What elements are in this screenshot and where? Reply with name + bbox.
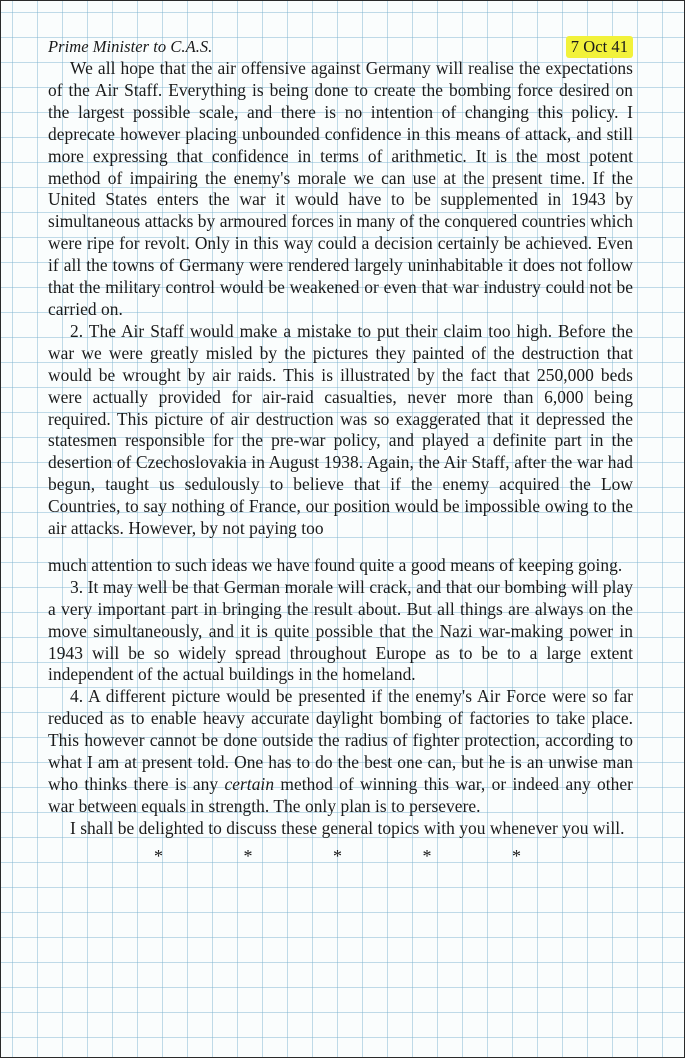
paragraph-4 (48, 686, 633, 817)
paragraph-5: I shall be delighted to discuss these general topics with you whenever you will. (70, 817, 625, 838)
page-break-gap (48, 540, 633, 555)
paragraph-2-part-2: much attention to such ideas we have found quite a good means of keeping going. (48, 554, 623, 575)
paragraph-3: 3. It may well be that German morale will crack, and that our bombing will play a very important part in bringing the result about. But all things are always on the move simultaneously, and it is quite possible that the Nazi war-making power in 1943 will be so widely spread throughout Europe as to be to a large extent independent of the actual buildings in the homeland. (48, 576, 633, 685)
date-highlight: 7 Oct 41 (566, 36, 633, 58)
emphasis-certain: certain (224, 774, 275, 794)
paragraph-2-part-1: 2. The Air Staff would make a mistake to put their claim too high. Before the war we were greatly misled by the pictures they painted of the destruction that would be wrought by air raids. This is illustrated by the fact that 250,000 beds were actually provided for air-raid casualties, never more than 6,000 being required. This picture of air destruction was so exaggerated that it depressed the statesmen responsible for the pre-war policy, and played a definite part in the desertion of Czechoslovakia in August 1938. Again, the Air Staff, after the war had begun, taught us sedulously to believe that if the enemy acquired the Low Countries, to say nothing of France, our position would be impossible owing to the air attacks. However, by not paying too (48, 320, 633, 539)
memo-header (48, 36, 633, 58)
section-divider-stars: * * * * * (154, 845, 559, 866)
paragraph-1: We all hope that the air offensive against Germany will realise the expectations of the Air Staff. Everything is being done to create the bombing force desired on the largest possible scale, and there is no intention of changing this policy. I deprecate however placing unbounded confidence in this means of attack, and still more expressing that confidence in terms of arithmetic. It is the most potent method of impairing the enemy's morale we can use at the present time. If the United States enters the war it would have to be supplemented in 1943 by simultaneous attacks by armoured forces in many of the conquered countries which were ripe for revolt. Only in this way could a decision certainly be achieved. Even if all the towns of Germany were rendered largely uninhabitable it does not follow that the military control would be weakened or even that war industry could not be carried on. (48, 58, 633, 319)
paragraph-4-text-b: method of winning this war, or indeed any other war between equals in strength. The only plan is to persevere. (48, 774, 634, 816)
document-page (48, 36, 633, 868)
paragraph-4-text-a: 4. A different picture would be presented if the enemy's Air Force were so far reduced as to enable heavy accurate daylight bombing of factories to take place. This however cannot be done outside the radius of fighter protection, according to what I am at present told. One has to do the best one can, but he is an unwise man who thinks there is any (48, 686, 633, 794)
sender-line: Prime Minister to C.A.S. (48, 37, 213, 56)
